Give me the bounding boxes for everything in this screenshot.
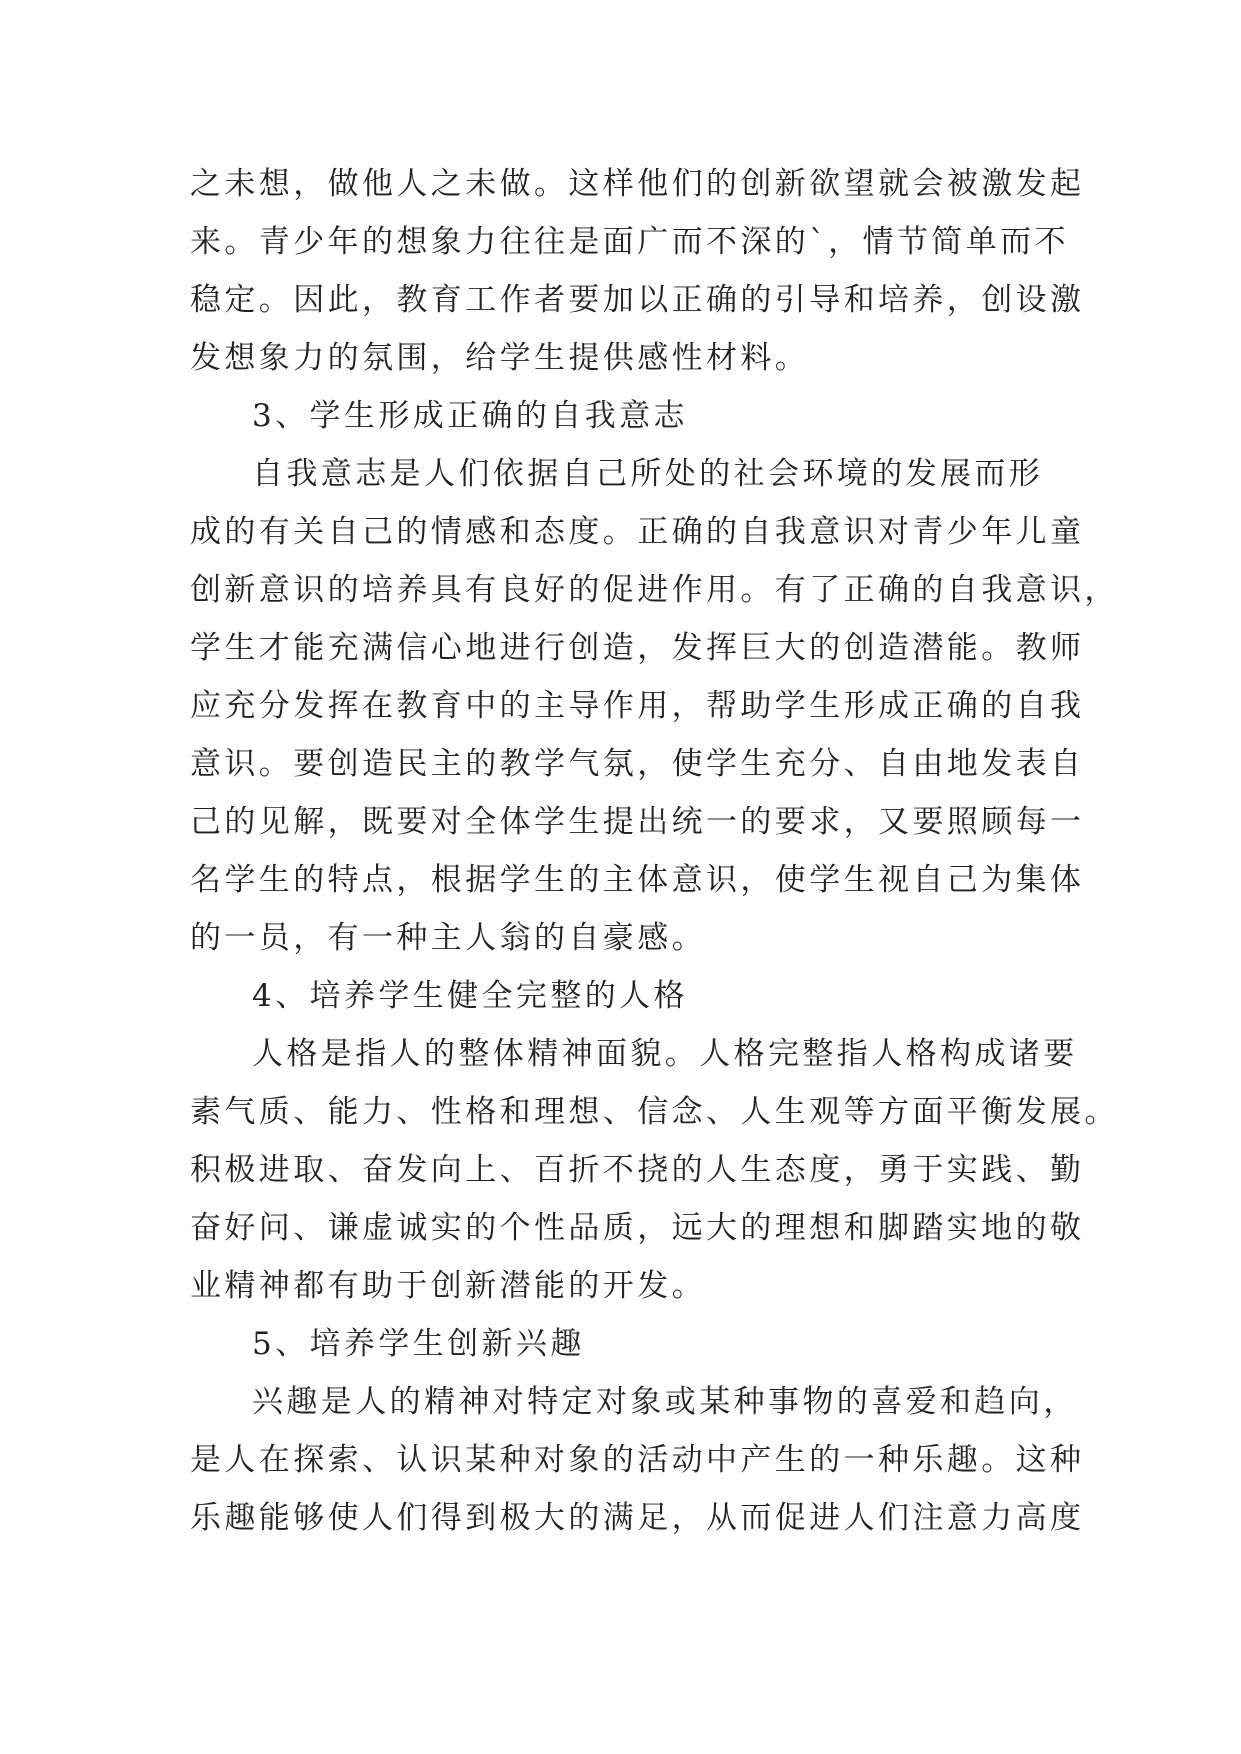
paragraph-line: 意识。要创造民主的教学气氛，使学生充分、自由地发表自 xyxy=(190,746,1085,782)
paragraph-line: 己的见解，既要对全体学生提出统一的要求，又要照顾每一 xyxy=(190,804,1085,840)
paragraph-line: 名学生的特点，根据学生的主体意识，使学生视自己为集体 xyxy=(190,862,1085,898)
paragraph-line: 成的有关自己的情感和态度。正确的自我意识对青少年儿童 xyxy=(190,514,1085,550)
paragraph-line: 业精神都有助于创新潜能的开发。 xyxy=(190,1268,706,1304)
paragraph-first-line: 人格是指人的整体精神面貌。人格完整指人格构成诸要 xyxy=(252,1036,1078,1072)
paragraph-line: 稳定。因此，教育工作者要加以正确的引导和培养，创设激 xyxy=(190,282,1085,318)
paragraph-line: 奋好问、谦虚诚实的个性品质，远大的理想和脚踏实地的敬 xyxy=(190,1210,1085,1246)
paragraph-line: 乐趣能够使人们得到极大的满足，从而促进人们注意力高度 xyxy=(190,1500,1085,1536)
paragraph-first-line: 5、培养学生创新兴趣 xyxy=(252,1326,585,1362)
paragraph-line: 素气质、能力、性格和理想、信念、人生观等方面平衡发展。 xyxy=(190,1094,1119,1130)
paragraph-line: 创新意识的培养具有良好的促进作用。有了正确的自我意识， xyxy=(190,572,1119,608)
paragraph-line: 发想象力的氛围，给学生提供感性材料。 xyxy=(190,340,810,376)
paragraph-line: 之未想，做他人之未做。这样他们的创新欲望就会被激发起 xyxy=(190,166,1085,202)
paragraph-line: 学生才能充满信心地进行创造，发挥巨大的创造潜能。教师 xyxy=(190,630,1085,666)
paragraph-line: 来。青少年的想象力往往是面广而不深的`，情节简单而不 xyxy=(190,224,1069,260)
paragraph-line: 积极进取、奋发向上、百折不挠的人生态度，勇于实践、勤 xyxy=(190,1152,1085,1188)
paragraph-first-line: 4、培养学生健全完整的人格 xyxy=(252,978,688,1014)
paragraph-line: 应充分发挥在教育中的主导作用，帮助学生形成正确的自我 xyxy=(190,688,1085,724)
paragraph-line: 是人在探索、认识某种对象的活动中产生的一种乐趣。这种 xyxy=(190,1442,1085,1478)
paragraph-first-line: 自我意志是人们依据自己所处的社会环境的发展而形 xyxy=(252,456,1044,492)
paragraph-first-line: 兴趣是人的精神对特定对象或某种事物的喜爱和趋向， xyxy=(252,1384,1078,1420)
paragraph-line: 的一员，有一种主人翁的自豪感。 xyxy=(190,920,706,956)
document-body xyxy=(190,155,1119,1547)
paragraph-first-line: 3、学生形成正确的自我意志 xyxy=(252,398,688,434)
